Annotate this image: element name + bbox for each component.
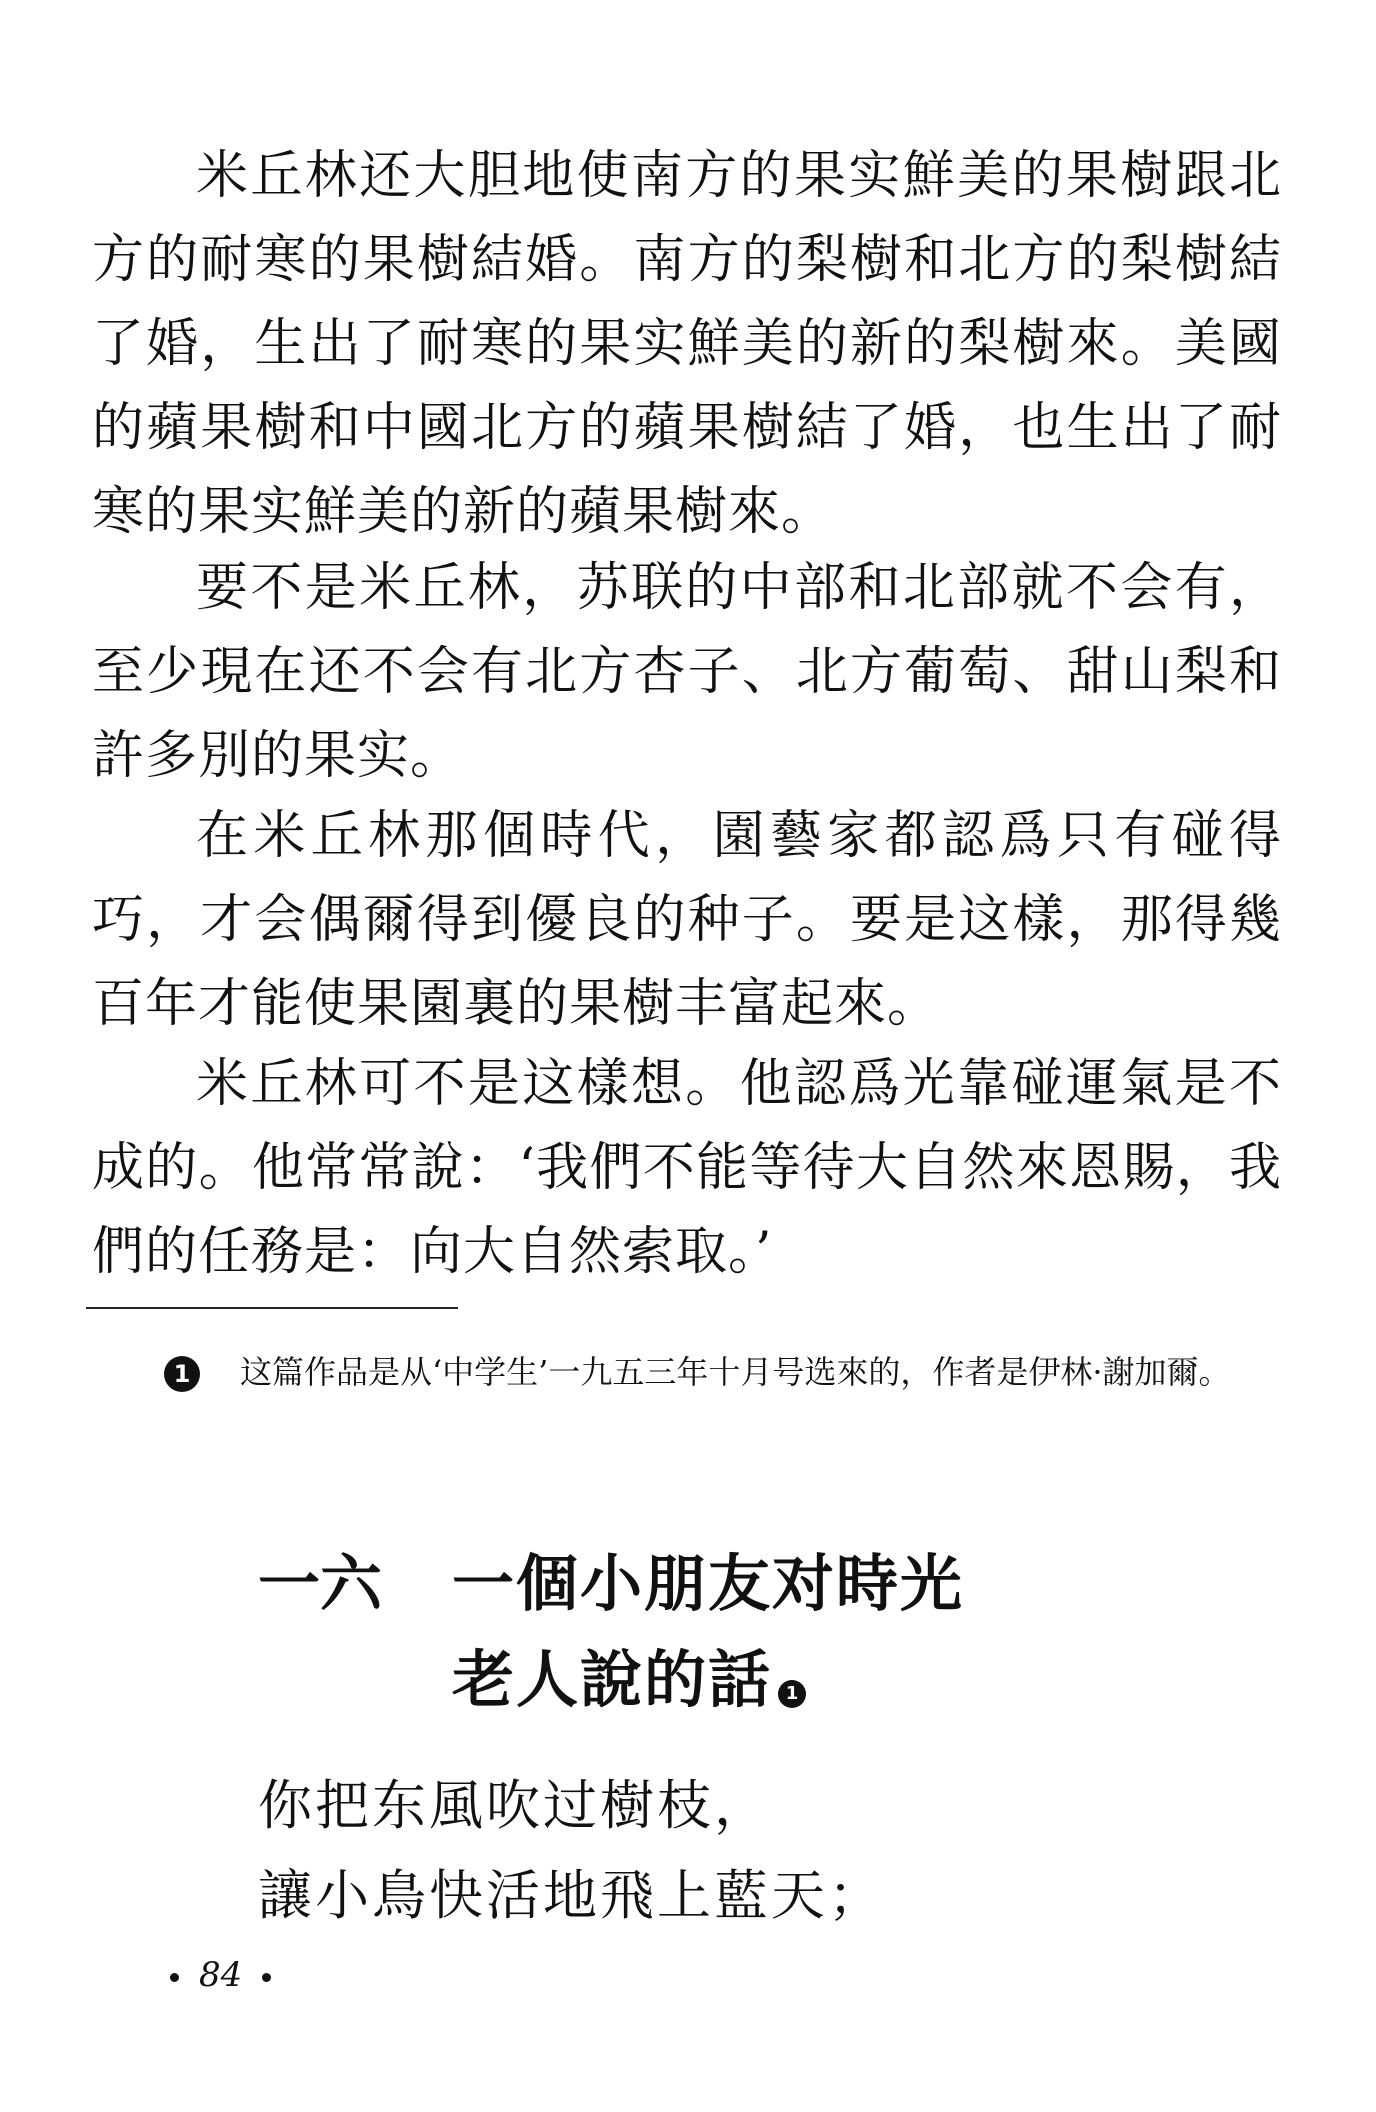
page-number [150,1950,291,2000]
paragraph-1: 米丘林还大胆地使南方的果实鮮美的果樹跟北方的耐寒的果樹結婚。南方的梨樹和北方的梨樹結了婚，生出了耐寒的果实鮮美的新的梨樹來。美國的蘋果樹和中國北方的蘋果樹結了婚，也生出了耐寒的果实鮮美的新的蘋果樹來。 [92,146,1282,542]
page-number-dot-left [170,1973,179,1982]
chapter-number: 一六 [258,1547,383,1620]
chapter-footnote-marker: 1 [778,1680,806,1708]
footnote-divider [86,1307,458,1309]
page-number-value: 84 [199,1955,243,1995]
chapter-title-line-2: 老人說的話 [452,1643,773,1716]
poem-line-2: 讓小鳥快活地飛上藍天； [258,1864,885,1927]
footnote-text: 这篇作品是从‘中学生’一九五三年十月号选來的，作者是伊林·謝加爾。 [240,1353,1231,1391]
paragraph-2: 要不是米丘林，苏联的中部和北部就不会有，至少現在还不会有北方杏子、北方葡萄、甜山梨和許多別的果实。 [92,558,1282,786]
paragraph-3: 在米丘林那個時代，園藝家都認爲只有碰得巧，才会偶爾得到優良的种子。要是这樣，那得幾百年才能使果園裏的果樹丰富起來。 [92,806,1282,1034]
page-number-dot-right [262,1973,271,1982]
poem-line-1: 你把东風吹过樹枝， [258,1774,771,1837]
paragraph-4: 米丘林可不是这樣想。他認爲光靠碰運氣是不成的。他常常說：‘我們不能等待大自然來恩賜，我們的任務是：向大自然索取。’ [92,1054,1282,1282]
footnote [168,1344,1278,1400]
footnote-marker: 1 [164,1356,200,1392]
chapter-title-line-1: 一個小朋友对時光 [452,1547,965,1620]
